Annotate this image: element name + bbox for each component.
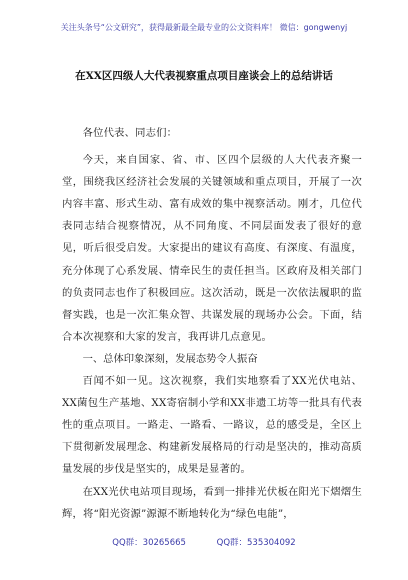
header-banner: 关注头条号“公文研究”，获得最新最全最专业的公文资料库！ 微信：gongwenyj [60,23,348,32]
paragraph-overview: 百闻不如一见。这次视察，我们实地察看了XX光伏电站、XX菌包生产基地、XX寄宿制小学和XX非遗工坊等一批具有代表性的重点项目。一路走、一路看、一路议，总的感受是，全区上下贯彻新发展理念、构建新发展格局的行动是坚决的，推动高质量发展的步伐是坚实的，成果是显著的。 [62,375,362,476]
document-body [62,122,362,525]
document-title: 在XX区四级人大代表视察重点项目座谈会上的总结讲话 [75,70,333,82]
section-heading: 一、总体印象深刻，发展态势令人振奋 [82,352,258,365]
footer [0,536,408,548]
paragraph-solar: 在XX光伏电站项目现场，看到一排排光伏板在阳光下熠熠生辉，将“阳光资源”源源不断地转化为“绿色电能”， [62,485,362,520]
footer-qq-group-1: QQ群：30265665 [112,538,186,548]
footer-qq-group-2: QQ群：535304092 [216,538,296,548]
paragraph-intro: 今天，来自国家、省、市、区四个层级的人大代表齐聚一堂，围绕我区经济社会发展的关键领域和重点项目，开展了一次内容丰富、形式生动、富有成效的集中视察活动。刚才，几位代表同志结合视察情况，从不同角度、不同层面发表了很好的意见，听后很受启发。大家提出的建议有高度、有深度、有温度，充分体现了心系发展、情牵民生的责任担当。区政府及相关部门的负责同志也作了积极回应。这次活动，既是一次依法履职的监督实践，也是一次汇集众智、共谋发展的现场办公会。下面，结合本次视察和大家的发言，我再讲几点意见。 [62,154,362,343]
greeting: 各位代表、同志们： [82,127,178,139]
